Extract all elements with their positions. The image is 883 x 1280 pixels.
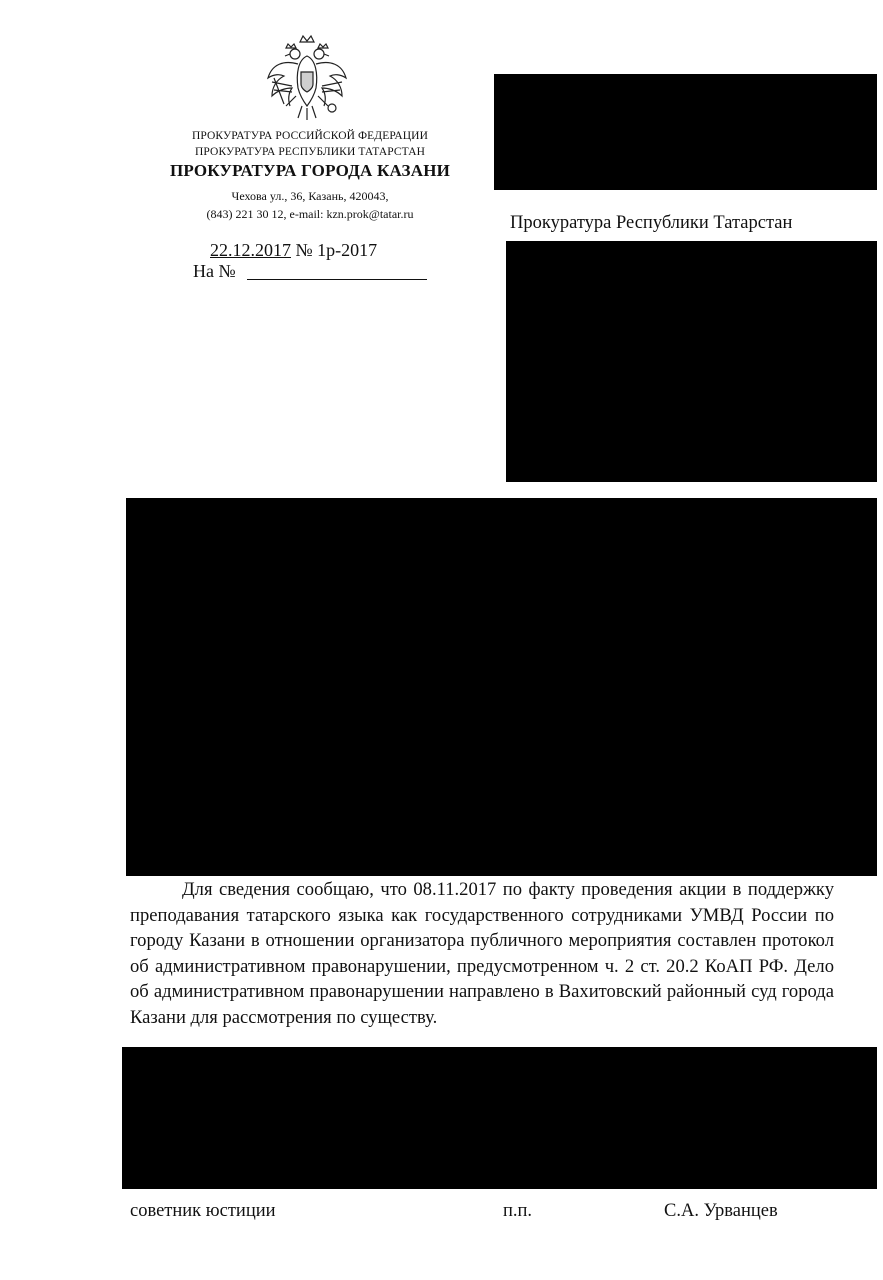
document-date: 22.12.2017 xyxy=(210,240,291,260)
org-line-federation: ПРОКУРАТУРА РОССИЙСКОЙ ФЕДЕРАЦИИ xyxy=(191,130,428,142)
redaction-block-header xyxy=(494,74,877,190)
org-contacts: (843) 221 30 12, e-mail: kzn.prok@tatar.ru xyxy=(206,207,414,221)
signature-mark: п.п. xyxy=(503,1201,533,1221)
document-number: № 1р-2017 xyxy=(295,240,378,260)
body-paragraph: Для сведения сообщаю, что 08.11.2017 по факту проведения акции в поддержку преподавания татарского языка как государственного сотрудниками УМВД России по городу Казани в отношении организатора публичного мероприятия составлен протокол об административном правонарушении, предусмотренном ч. 2 ст. 20.2 КоАП РФ. Дело об административном правонарушении направлено в Вахитовский районный суд города Казани для рассмотрения по существу. xyxy=(130,879,834,1028)
redaction-block-addressee xyxy=(506,241,877,482)
signatory-name: С.А. Урванцев xyxy=(664,1201,778,1221)
registration-line xyxy=(210,240,377,261)
in-reply-label: На № xyxy=(193,261,236,281)
org-line-republic: ПРОКУРАТУРА РЕСПУБЛИКИ ТАТАРСТАН xyxy=(195,146,425,158)
in-reply-blank-line xyxy=(247,279,427,280)
org-address: Чехова ул., 36, Казань, 420043, xyxy=(231,189,389,203)
addressee: Прокуратура Республики Татарстан xyxy=(510,213,793,233)
redaction-block-body-bottom xyxy=(122,1047,877,1189)
russian-coat-of-arms-icon xyxy=(262,30,352,122)
org-line-city: ПРОКУРАТУРА ГОРОДА КАЗАНИ xyxy=(169,161,451,180)
signatory-title: советник юстиции xyxy=(130,1201,276,1221)
redaction-block-body-top xyxy=(126,498,877,876)
